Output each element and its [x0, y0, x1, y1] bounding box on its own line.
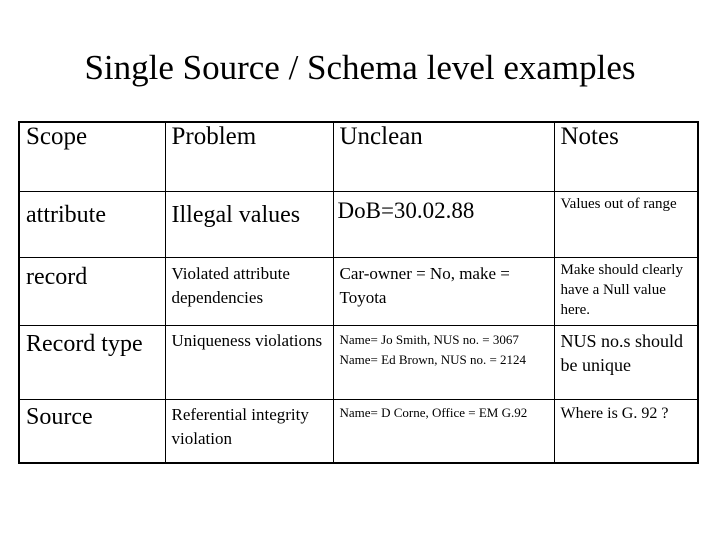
unclean-line: Name= Ed Brown, NUS no. = 2124 [339, 351, 527, 367]
unclean-line: Name= Jo Smith, NUS no. = 3067 [339, 331, 519, 347]
scope-cell: record [19, 258, 165, 325]
unclean-cell: DoB=30.02.88 [333, 191, 554, 257]
problem-cell: Uniqueness violations [165, 325, 333, 400]
unclean-cell [333, 325, 554, 400]
table-row [19, 191, 698, 257]
notes-cell: Where is G. 92 ? [554, 400, 698, 463]
header-notes: Notes [554, 122, 698, 191]
header-unclean: Unclean [333, 122, 554, 191]
notes-cell: Make should clearly have a Null value here. [554, 258, 698, 325]
table-header-row [19, 122, 698, 191]
problem-cell: Illegal values [165, 191, 333, 257]
notes-cell: NUS no.s should be unique [554, 325, 698, 400]
slide-title: Single Source / Schema level examples [84, 48, 636, 87]
table-row [19, 400, 698, 463]
problem-cell: Referential integrity violation [165, 400, 333, 463]
scope-cell: Record type [19, 325, 165, 400]
unclean-cell: Car-owner = No, make = Toyota [333, 258, 554, 325]
problem-cell: Violated attribute dependencies [165, 258, 333, 325]
examples-table [18, 121, 699, 464]
header-scope: Scope [19, 122, 165, 191]
notes-cell: Values out of range [554, 191, 698, 257]
table-row [19, 258, 698, 325]
unclean-cell: Name= D Corne, Office = EM G.92 [333, 400, 554, 463]
table-row [19, 325, 698, 400]
header-problem: Problem [165, 122, 333, 191]
scope-cell: attribute [19, 191, 165, 257]
scope-cell: Source [19, 400, 165, 463]
